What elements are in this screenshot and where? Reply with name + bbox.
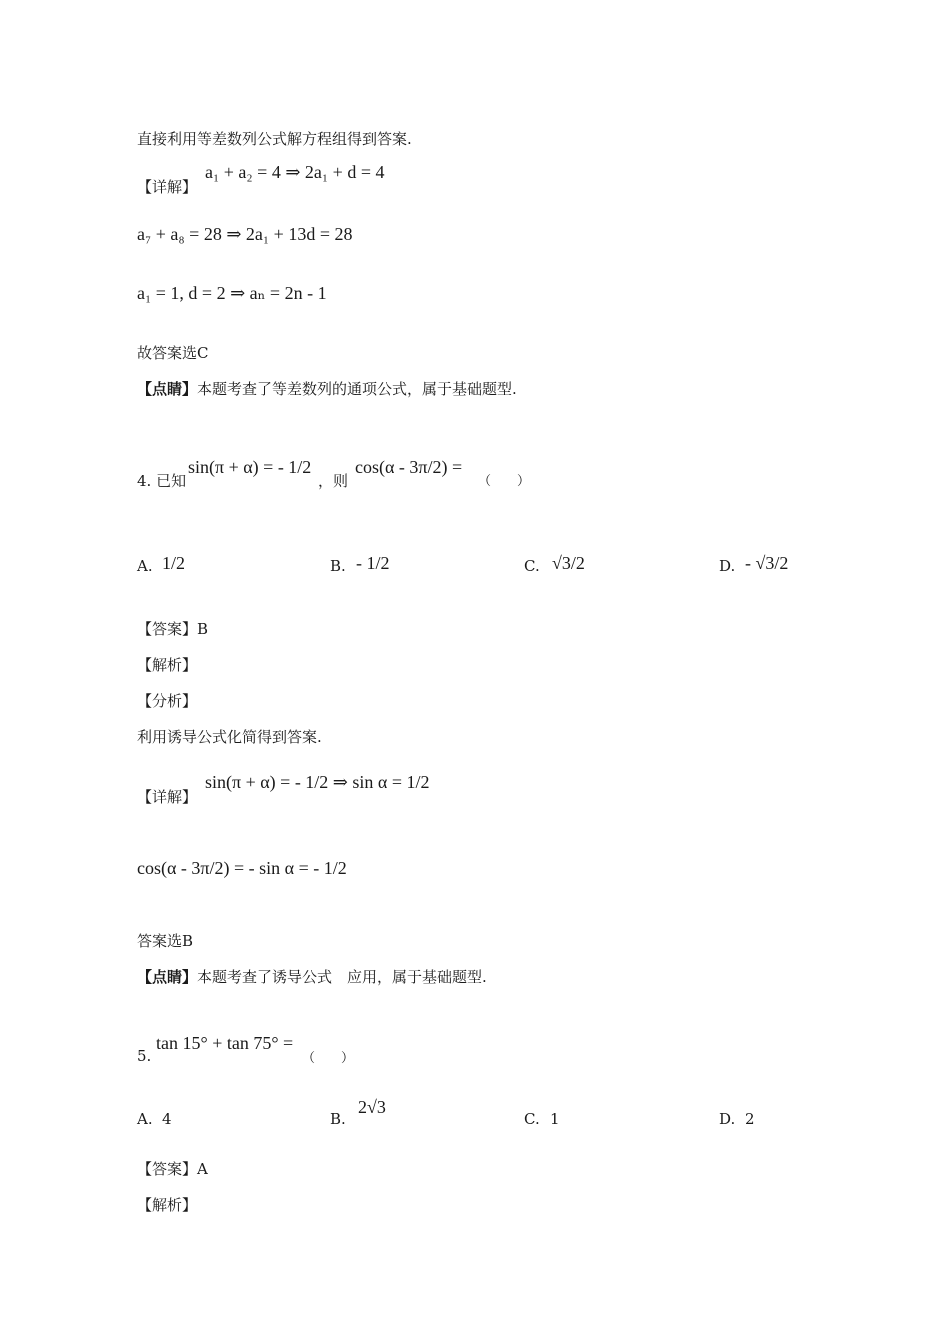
q4-target xyxy=(355,457,462,478)
q4-premise-text: sin(π + α) = - 1/2 xyxy=(188,457,312,477)
q5-option-b-value: 2√3 xyxy=(358,1097,386,1117)
q5-prefix: 5. xyxy=(137,1047,152,1065)
q4-answer-choice: 答案选B xyxy=(137,932,194,950)
q5-option-a-value: 4 xyxy=(162,1110,172,1128)
q5-analysis-label: 【解析】 xyxy=(137,1196,198,1214)
q5-blank: （ ） xyxy=(302,1051,355,1066)
q3-eq1-text: a₁ + a₂ = 4 ⇒ 2a₁ + d = 4 xyxy=(205,162,385,182)
q3-equation-3 xyxy=(137,283,327,304)
q5-option-c-label: C. xyxy=(524,1110,540,1128)
q4-analysis-label: 【解析】 xyxy=(137,656,198,674)
q5-option-d-value: 2 xyxy=(745,1110,755,1128)
q4-step-1 xyxy=(205,772,429,793)
q3-equation-1 xyxy=(205,162,384,183)
q4-option-d-value: - √3/2 xyxy=(745,553,789,573)
q4-comment-text: 本题考查了诱导公式 应用，属于基础题型. xyxy=(197,968,487,986)
q4-answer: 【答案】B xyxy=(137,620,209,638)
q4-option-b-value: - 1/2 xyxy=(356,553,390,573)
q4-comment xyxy=(137,966,487,987)
q4-analysis-text: 利用诱导公式化简得到答案. xyxy=(137,728,322,746)
q5-answer: 【答案】A xyxy=(137,1160,208,1178)
q4-step2-text: cos(α - 3π/2) = - sin α = - 1/2 xyxy=(137,858,347,878)
q3-equation-2 xyxy=(137,224,352,245)
q4-option-a-value: 1/2 xyxy=(162,553,186,573)
q4-analysis-sub-label: 【分析】 xyxy=(137,692,198,710)
q4-comment-label: 【点睛】 xyxy=(137,968,198,986)
q3-detail-label: 【详解】 xyxy=(137,178,198,196)
q5-question-text: tan 15° + tan 75° = xyxy=(156,1033,294,1053)
q3-comment xyxy=(137,378,517,399)
q5-option-d-label: D. xyxy=(719,1110,736,1128)
q5-option-c-value: 1 xyxy=(550,1110,560,1128)
q5-option-a-label: A. xyxy=(137,1110,153,1128)
q5-option-b-label: B. xyxy=(330,1110,346,1128)
q3-comment-label: 【点睛】 xyxy=(137,380,198,398)
q4-option-c-value: √3/2 xyxy=(552,553,585,573)
q4-option-a-label: A. xyxy=(137,557,153,575)
q3-answer-choice: 故答案选C xyxy=(137,344,209,362)
q4-option-c-label: C. xyxy=(524,557,540,575)
intro-text: 直接利用等差数列公式解方程组得到答案. xyxy=(137,130,412,148)
q3-eq3-text: a₁ = 1, d = 2 ⇒ aₙ = 2n - 1 xyxy=(137,283,327,303)
q4-premise xyxy=(188,457,311,478)
q4-detail-label: 【详解】 xyxy=(137,788,198,806)
q5-question xyxy=(156,1033,293,1054)
q4-step1-text: sin(π + α) = - 1/2 ⇒ sin α = 1/2 xyxy=(205,772,430,792)
q4-option-b-label: B. xyxy=(330,557,346,575)
q4-option-d-label: D. xyxy=(719,557,736,575)
q4-blank: （ ） xyxy=(478,474,531,489)
q4-target-text: cos(α - 3π/2) = xyxy=(355,457,463,477)
q3-comment-text: 本题考查了等差数列的通项公式，属于基础题型. xyxy=(197,380,517,398)
q4-mid-text: ，则 xyxy=(318,472,349,490)
q3-eq2-text: a₇ + a₈ = 28 ⇒ 2a₁ + 13d = 28 xyxy=(137,224,353,244)
q4-step-2 xyxy=(137,858,347,879)
q4-prefix: 4. 已知 xyxy=(137,472,187,490)
